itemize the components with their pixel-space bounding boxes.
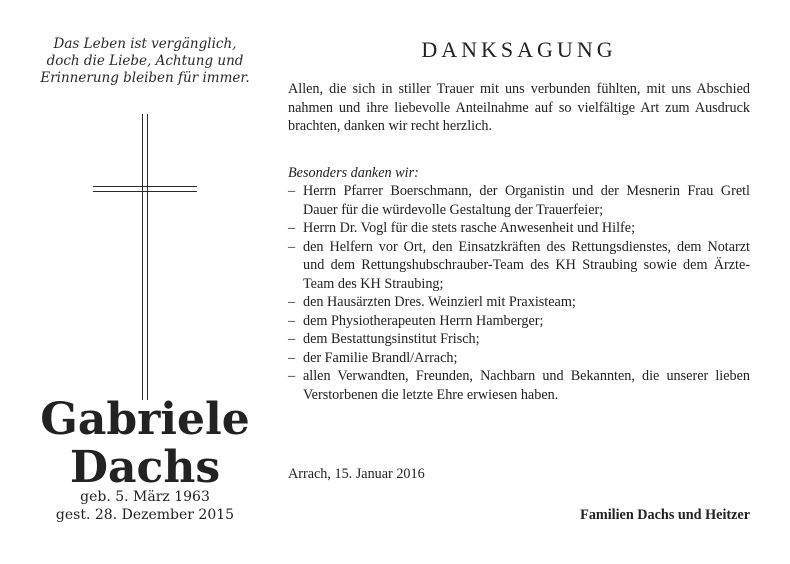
quote-line: doch die Liebe, Achtung und [46, 53, 244, 69]
list-item: – allen Verwandten, Freunden, Nachbarn und Bekannten, die unserer lieben Verstorbenen die letzte Ehre erwiesen haben. [288, 367, 750, 404]
thanks-list [288, 182, 750, 404]
cross-icon [93, 114, 197, 400]
place-date: Arrach, 15. Januar 2016 [288, 466, 425, 482]
life-dates [18, 488, 272, 524]
deceased-name [18, 396, 272, 492]
quote-line: Erinnerung bleiben für immer. [40, 70, 250, 86]
left-column [18, 36, 272, 87]
death-date: gest. 28. Dezember 2015 [55, 507, 235, 523]
intro-text: Allen, die sich in stiller Trauer mit uns verbunden fühlten, mit uns Abschied nahmen und ihre liebevolle Anteilnahme auf so vielfältige Art zum Ausdruck brachten, danken wir recht herzlich. [288, 81, 750, 134]
list-item: – dem Bestattungsinstitut Frisch; [288, 330, 750, 349]
right-column [288, 36, 750, 404]
quote-line: Das Leben ist vergänglich, [53, 36, 237, 52]
last-name: Dachs [69, 442, 221, 493]
signature: Familien Dachs und Heitzer [580, 507, 750, 523]
list-item: – den Hausärzten Dres. Weinzierl mit Praxisteam; [288, 293, 750, 312]
list-item: – den Helfern vor Ort, den Einsatzkräften des Rettungsdienstes, dem Notarzt und dem Rettungshubschrauber-Team des KH Straubing sowie dem Ärzte-Team des KH Straubing; [288, 238, 750, 294]
list-item: – Herrn Pfarrer Boerschmann, der Organistin und der Mesnerin Frau Gretl Dauer für die würdevolle Gestaltung der Trauerfeier; [288, 182, 750, 219]
list-item: – der Familie Brandl/Arrach; [288, 349, 750, 368]
memorial-quote [18, 36, 272, 87]
birth-date: geb. 5. März 1963 [80, 489, 210, 505]
thanks-subtitle: Besonders danken wir: [288, 164, 419, 181]
list-item: – dem Physiotherapeuten Herrn Hamberger; [288, 312, 750, 331]
first-name: Gabriele [40, 394, 250, 445]
page-title: DANKSAGUNG [421, 37, 617, 62]
list-item: – Herrn Dr. Vogl für die stets rasche Anwesenheit und Hilfe; [288, 219, 750, 238]
